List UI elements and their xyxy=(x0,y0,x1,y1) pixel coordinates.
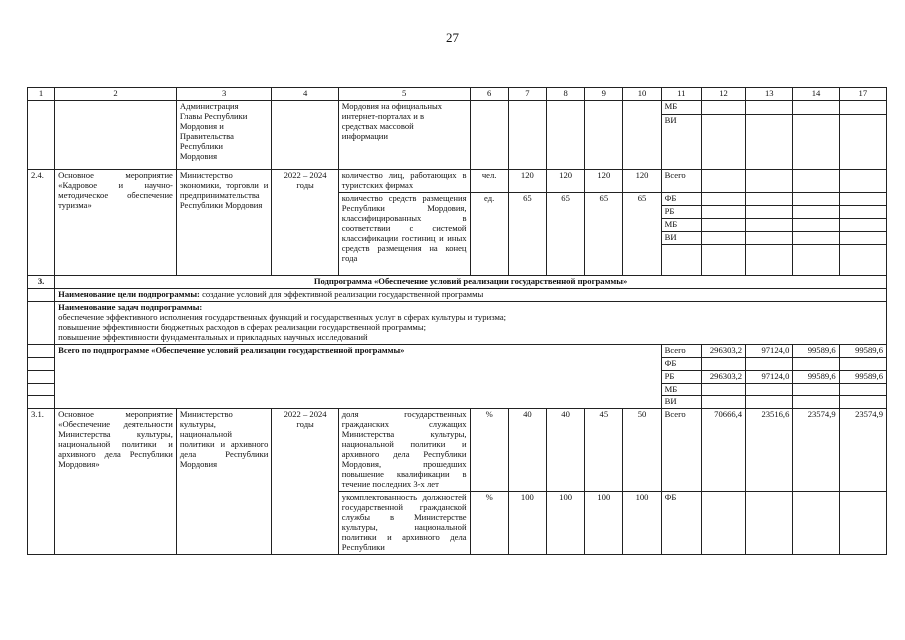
tasks-row xyxy=(28,301,887,344)
funding-source: Всего xyxy=(661,344,701,357)
funding-source: ФБ xyxy=(661,192,701,205)
amount: 296303,2 xyxy=(701,344,745,357)
col-header: 3 xyxy=(176,88,272,101)
executor: Министерство экономики, торговли и предпринимательства Республики Мордовия xyxy=(176,169,272,275)
tasks: Наименование задач подпрограммы: обеспечение эффективного исполнения государственных функций и государственных услуг в сферах культуры и туризма; повышение эффективности бюджетных расходов в сферах реализации государственной программы; повышение эффективности фундаментальных и прикладных научных исследований xyxy=(55,301,887,344)
activity-name: Основное мероприятие «Кадровое и научно-методическое обеспечение туризма» xyxy=(55,169,177,275)
col-header: 8 xyxy=(546,88,584,101)
value: 100 xyxy=(623,492,661,555)
unit: ед. xyxy=(470,192,508,275)
value: 100 xyxy=(508,492,546,555)
col-header: 2 xyxy=(55,88,177,101)
executor: Министерство культуры, национальной политики и архивного дела Республики Мордовия xyxy=(176,409,272,555)
col-header: 17 xyxy=(839,88,886,101)
goal-row xyxy=(28,288,887,301)
table-row xyxy=(28,169,887,192)
value: 40 xyxy=(546,409,584,492)
col-header: 4 xyxy=(272,88,338,101)
amount: 296303,2 xyxy=(701,370,745,383)
amount: 23574,9 xyxy=(839,409,886,492)
amount: 23574,9 xyxy=(793,409,839,492)
section-row xyxy=(28,275,887,288)
funding-source: ВИ xyxy=(661,231,701,244)
funding-source: ФБ xyxy=(661,357,701,370)
funding-source: Всего xyxy=(661,409,701,492)
executor-cell: Администрация Главы Республики Мордовия и Правительства Республики Мордовия xyxy=(176,100,272,169)
page-number: 27 xyxy=(446,30,459,45)
unit: % xyxy=(470,409,508,492)
amount: 97124,0 xyxy=(746,370,793,383)
program-table xyxy=(27,87,887,555)
column-number-row xyxy=(28,88,887,101)
amount: 99589,6 xyxy=(839,370,886,383)
total-label: Всего по подпрограмме «Обеспечение условий реализации государственной программы» xyxy=(55,344,661,409)
amount: 99589,6 xyxy=(839,344,886,357)
table-row xyxy=(28,409,887,492)
unit: % xyxy=(470,492,508,555)
funding-source: ВИ xyxy=(661,396,701,409)
value: 45 xyxy=(585,409,623,492)
funding-source: РБ xyxy=(661,205,701,218)
value: 65 xyxy=(623,192,661,275)
indicator: количество средств размещения Республики Мордовия, классифицированных в соответствии с системой классификации гостиниц и иных средств размещения на конец года xyxy=(338,192,470,275)
indicator: доля государственных гражданских служащих Министерства культуры, национальной политики и архивного дела Республики Мордовия, прошедших повышение квалификации в течение последних 3-х лет xyxy=(338,409,470,492)
row-number: 2.4. xyxy=(28,169,55,275)
indicator: количество лиц, работающих в туристских фирмах xyxy=(338,169,470,192)
amount: 97124,0 xyxy=(746,344,793,357)
col-header: 10 xyxy=(623,88,661,101)
value: 40 xyxy=(508,409,546,492)
col-header: 5 xyxy=(338,88,470,101)
funding-source: МБ xyxy=(661,100,701,114)
col-header: 11 xyxy=(661,88,701,101)
col-header: 13 xyxy=(746,88,793,101)
amount: 70666,4 xyxy=(701,409,745,492)
funding-source: МБ xyxy=(661,218,701,231)
amount: 23516,6 xyxy=(746,409,793,492)
value: 120 xyxy=(623,169,661,192)
section-title: Подпрограмма «Обеспечение условий реализации государственной программы» xyxy=(55,275,887,288)
funding-source: Всего xyxy=(661,169,701,192)
col-header: 12 xyxy=(701,88,745,101)
amount: 99589,6 xyxy=(793,344,839,357)
value: 65 xyxy=(585,192,623,275)
value: 50 xyxy=(623,409,661,492)
indicator-cell: Мордовия на официальных интернет-порталах и в средствах массовой информации xyxy=(338,100,470,169)
total-row xyxy=(28,344,887,357)
row-number: 3.1. xyxy=(28,409,55,555)
goal: Наименование цели подпрограммы: создание условий для эффективной реализации государственной программы xyxy=(55,288,887,301)
section-number: 3. xyxy=(28,275,55,288)
table-row xyxy=(28,100,887,114)
value: 65 xyxy=(508,192,546,275)
years: 2022 – 2024 годы xyxy=(272,169,338,275)
unit: чел. xyxy=(470,169,508,192)
col-header: 7 xyxy=(508,88,546,101)
funding-source: ВИ xyxy=(661,114,701,169)
years: 2022 – 2024 годы xyxy=(272,409,338,555)
amount: 99589,6 xyxy=(793,370,839,383)
col-header: 6 xyxy=(470,88,508,101)
indicator: укомплектованность должностей государственной гражданской службы в Министерстве культуры, национальной политики и архивного дела Республики xyxy=(338,492,470,555)
funding-source: МБ xyxy=(661,383,701,396)
activity-name: Основное мероприятие «Обеспечение деятельности Министерства культуры, национальной политики и архивного дела Республики Мордовия» xyxy=(55,409,177,555)
col-header: 14 xyxy=(793,88,839,101)
value: 100 xyxy=(585,492,623,555)
value: 120 xyxy=(508,169,546,192)
value: 120 xyxy=(585,169,623,192)
funding-source: ФБ xyxy=(661,492,701,555)
col-header: 1 xyxy=(28,88,55,101)
value: 65 xyxy=(546,192,584,275)
value: 100 xyxy=(546,492,584,555)
col-header: 9 xyxy=(585,88,623,101)
value: 120 xyxy=(546,169,584,192)
funding-source: РБ xyxy=(661,370,701,383)
